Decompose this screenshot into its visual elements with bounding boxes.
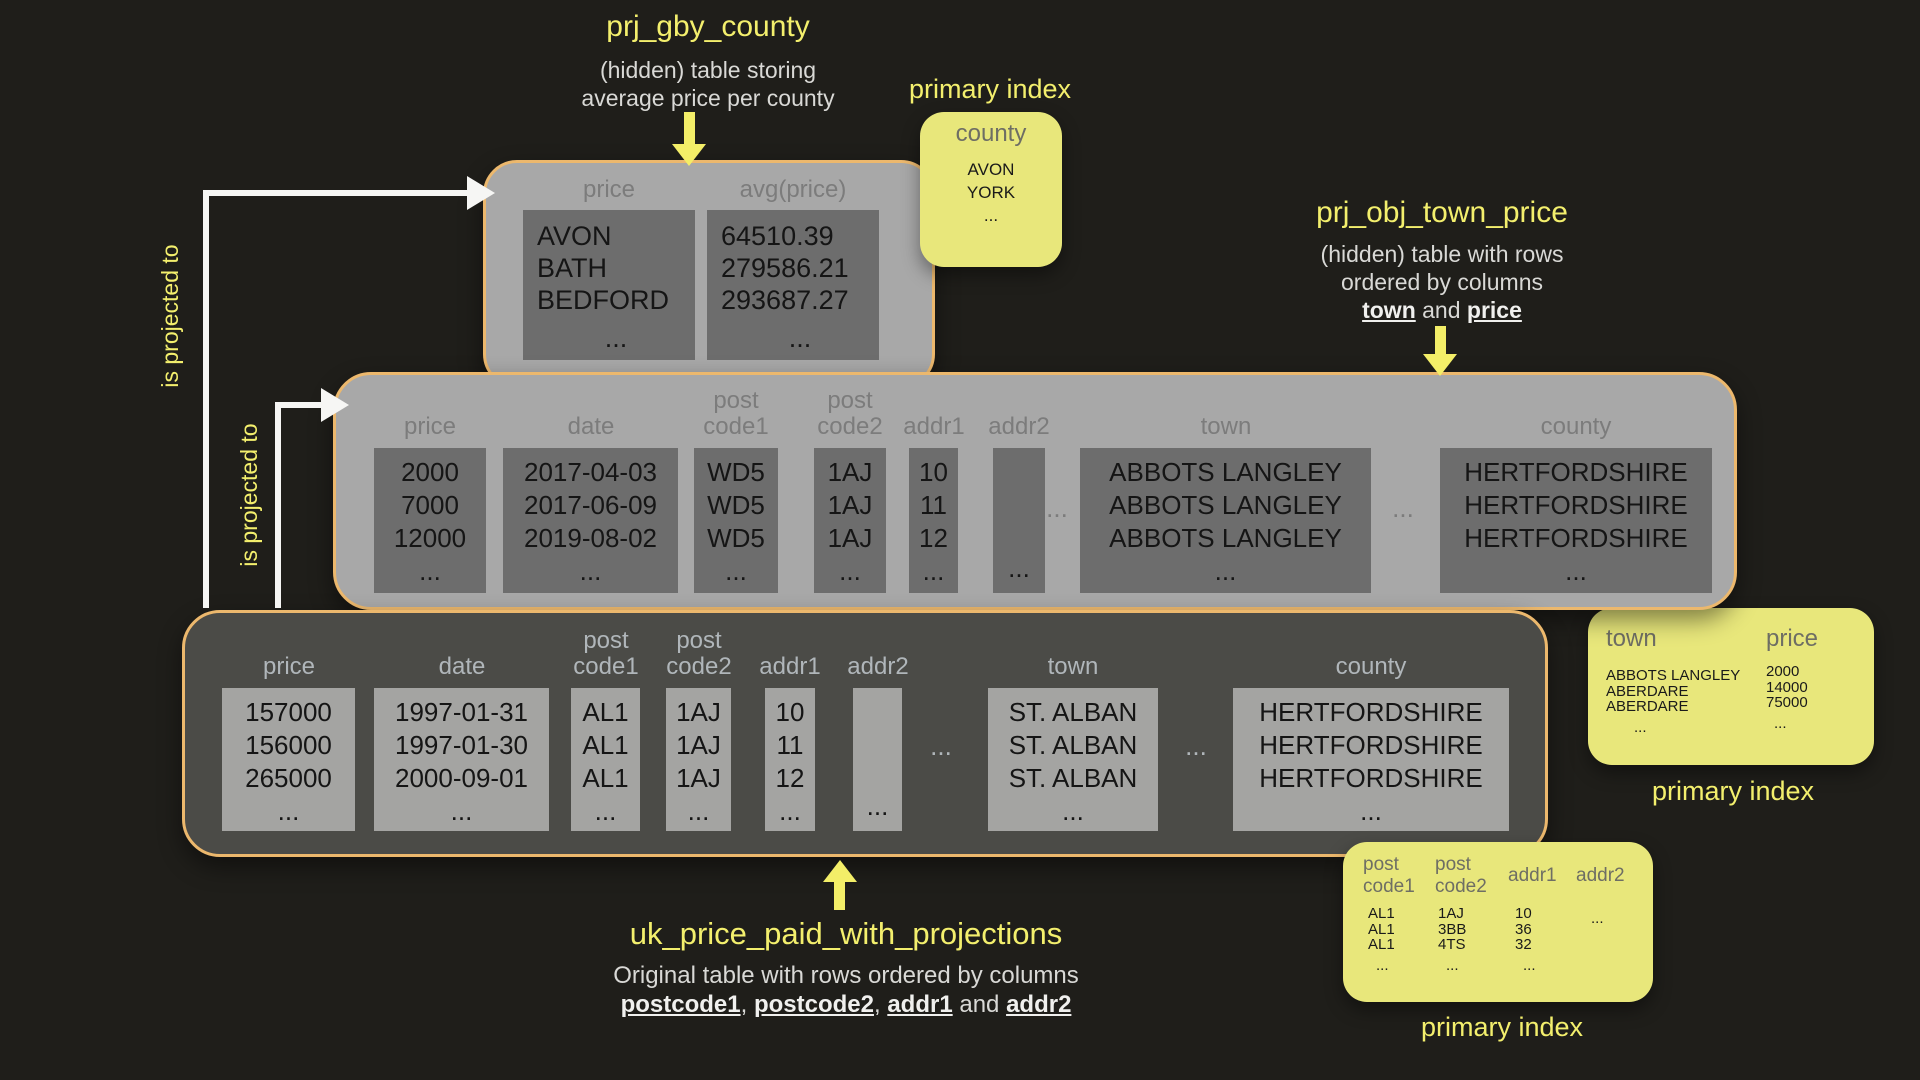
cell-value: 2000: [401, 457, 459, 487]
index-value: 32: [1515, 936, 1532, 953]
index-value: AL1: [1368, 936, 1395, 953]
cell-value: 12000: [393, 523, 467, 553]
header-line: price: [403, 413, 457, 440]
projection-arrow-gby-vertical: [203, 190, 209, 608]
header-line: addr1: [759, 653, 821, 680]
cell-value: 2000-09-01: [395, 763, 528, 793]
arrow-up-to-uk-table-head: [823, 860, 857, 882]
uk-header-county: [1291, 654, 1451, 680]
projection-arrow-gby-horizontal: [203, 190, 469, 196]
order-column-town: town: [1362, 297, 1416, 323]
arrow-up-to-uk-table: [834, 882, 845, 910]
index-value: ABBOTS LANGLEY: [1606, 667, 1741, 684]
uk-price-paid-table: [182, 610, 1548, 857]
cell-value: 12: [919, 523, 948, 553]
header-line: addr1: [1508, 865, 1557, 886]
header-line: price: [262, 653, 316, 680]
cell-ellipsis: ...: [725, 556, 747, 586]
cell-value: HERTFORDSHIRE: [1464, 523, 1688, 553]
cell-value: 1997-01-30: [395, 730, 528, 760]
index-ellipsis: ...: [983, 206, 999, 225]
index-value: AVON: [967, 160, 1015, 179]
gby-cell-avg-values: [707, 210, 879, 360]
index-ellipsis: ...: [1774, 714, 1787, 732]
header-line: addr1: [903, 413, 965, 440]
uk-price-paid-label-block: [496, 916, 1196, 1019]
header-line: post: [583, 627, 629, 654]
uk-cell-addr2: [853, 688, 902, 831]
gap-ellipsis: ...: [1185, 731, 1207, 761]
prj-gby-county-desc-line2: average price per county: [581, 85, 835, 111]
header-line: code1: [703, 413, 769, 440]
cell-value: 11: [920, 490, 947, 520]
cell-value: WD5: [707, 457, 765, 487]
cell-value: 10: [919, 457, 948, 487]
cell-value: WD5: [707, 523, 765, 553]
index-values-county: [920, 158, 1062, 227]
header-line: post: [827, 387, 873, 414]
projection-arrow-obj-head: [321, 388, 349, 422]
header-line: addr2: [988, 413, 1050, 440]
prj-obj-desc-line3: [1192, 296, 1692, 324]
index-header-postcode2: [1435, 854, 1487, 898]
gap-ellipsis: ...: [1392, 493, 1414, 523]
index-ellipsis: ...: [1591, 910, 1604, 927]
header-line: date: [438, 653, 486, 680]
cell-ellipsis: ...: [419, 556, 441, 586]
cell-ellipsis: ...: [922, 556, 945, 586]
cell-ellipsis: ...: [277, 796, 300, 826]
projection-arrow-obj-horizontal: [275, 402, 321, 408]
uk-cell-town: [988, 688, 1158, 831]
obj-header-date: [511, 414, 671, 440]
cell-value: ST. ALBAN: [1008, 697, 1138, 727]
prj-obj-desc-line2: ordered by columns: [1341, 269, 1543, 295]
index-header-county: county: [955, 120, 1027, 147]
header-line: post: [713, 387, 759, 414]
cell-value: 64510.39: [721, 221, 834, 251]
index-values-postcode1: [1368, 906, 1395, 973]
cell-value: 1AJ: [827, 523, 873, 553]
obj-cell-addr1: [909, 448, 958, 593]
gap-ellipsis: ...: [930, 731, 952, 761]
header-line: post: [1435, 854, 1471, 875]
primary-index-label-town-price: primary index: [1651, 776, 1815, 806]
uk-cell-date: [374, 688, 549, 831]
index-values-addr1: [1515, 906, 1536, 973]
header-line: county: [1540, 413, 1612, 440]
index-value: 10: [1515, 905, 1532, 922]
order-column-addr1: addr1: [887, 991, 953, 1018]
primary-index-box-county: [920, 112, 1062, 267]
arrow-down-to-gby-table: [684, 112, 695, 144]
index-value: ABERDARE: [1606, 682, 1689, 700]
obj-header-county: [1496, 414, 1656, 440]
cell-ellipsis: ...: [687, 796, 710, 826]
order-column-addr2: addr2: [1006, 991, 1072, 1018]
uk-header-date: [382, 654, 542, 680]
cell-value: AL1: [582, 763, 629, 793]
index-ellipsis: ...: [1446, 956, 1459, 974]
uk-header-price: [209, 654, 369, 680]
cell-value: 2017-06-09: [524, 490, 657, 520]
index-values-price: [1766, 664, 1808, 731]
cell-value: AL1: [582, 697, 629, 727]
cell-value: 1AJ: [827, 490, 873, 520]
prj-gby-county-label-block: [458, 10, 958, 112]
prj-obj-town-price-table: [333, 372, 1737, 610]
uk-cell-price: [222, 688, 355, 831]
cell-ellipsis: ...: [839, 556, 861, 586]
cell-value: HERTFORDSHIRE: [1464, 490, 1688, 520]
index-value: ABERDARE: [1606, 698, 1689, 715]
obj-cell-postcode2: [814, 448, 886, 593]
cell-value: 1AJ: [827, 457, 873, 487]
header-line: county: [1335, 653, 1407, 680]
index-ellipsis: ...: [1634, 718, 1647, 736]
projection-arrow-gby-head: [467, 176, 495, 210]
header-line: post: [676, 627, 722, 654]
uk-desc-line1: Original table with rows ordered by columns: [613, 962, 1079, 989]
index-value: 3BB: [1438, 920, 1467, 938]
uk-price-paid-title: uk_price_paid_with_projections: [629, 916, 1063, 951]
uk-header-town: [993, 654, 1153, 680]
cell-value: HERTFORDSHIRE: [1259, 697, 1483, 727]
cell-ellipsis: ...: [779, 796, 801, 826]
order-column-price: price: [1466, 297, 1522, 323]
gby-header-avg-price: [707, 177, 879, 203]
cell-value: BATH: [537, 253, 608, 283]
header-line: post: [1363, 854, 1399, 875]
obj-cell-county: [1440, 448, 1712, 593]
cell-ellipsis: ...: [1214, 556, 1237, 586]
cell-value: ABBOTS LANGLEY: [1109, 523, 1342, 553]
cell-value: ST. ALBAN: [1008, 763, 1138, 793]
index-value: YORK: [966, 183, 1016, 202]
index-header-town: town: [1606, 625, 1657, 652]
header-line: code2: [817, 413, 883, 440]
obj-cell-town: [1080, 448, 1371, 593]
arrow-down-to-obj-table: [1435, 326, 1446, 354]
header-line: code1: [1363, 876, 1415, 897]
cell-value: 7000: [401, 490, 459, 520]
cell-value: AVON: [537, 221, 612, 251]
cell-ellipsis: ...: [788, 323, 812, 353]
obj-header-town: [1146, 414, 1306, 440]
cell-value: 2019-08-02: [524, 523, 657, 553]
index-values-town: [1606, 668, 1740, 735]
prj-gby-county-desc-line1: (hidden) table storing: [599, 57, 817, 83]
is-projected-to-label-gby: is projected to: [157, 244, 183, 388]
header-line: code2: [1435, 876, 1487, 897]
header-line: avg(price): [739, 176, 847, 203]
index-ellipsis: ...: [1523, 956, 1536, 974]
order-separator: ,: [740, 991, 754, 1018]
cell-value: 12: [775, 763, 805, 793]
cell-ellipsis: ...: [450, 796, 473, 826]
cell-value: 10: [775, 697, 805, 727]
cell-value: 279586.21: [721, 253, 849, 283]
cell-value: 11: [776, 730, 804, 760]
index-value: 36: [1515, 920, 1532, 938]
prj-gby-county-table: [483, 160, 935, 388]
prj-gby-county-title: prj_gby_county: [606, 10, 810, 43]
index-value: 2000: [1766, 663, 1800, 680]
prj-obj-town-price-title: prj_obj_town_price: [1316, 196, 1568, 229]
header-line: price: [582, 176, 636, 203]
index-header-postcode1: [1363, 854, 1415, 898]
index-values-postcode2: [1438, 906, 1466, 973]
header-line: addr2: [847, 653, 909, 680]
cell-value: 156000: [245, 730, 332, 760]
cell-value: HERTFORDSHIRE: [1464, 457, 1688, 487]
uk-cell-postcode2: [666, 688, 731, 831]
cell-value: 1997-01-31: [395, 697, 528, 727]
index-value: 4TS: [1438, 936, 1466, 953]
obj-header-price: [350, 414, 510, 440]
header-line: code2: [666, 653, 732, 680]
index-value: 14000: [1766, 678, 1808, 696]
projection-arrow-obj-vertical: [275, 402, 281, 608]
index-value: AL1: [1368, 905, 1395, 922]
cell-value: ABBOTS LANGLEY: [1109, 457, 1342, 487]
cell-ellipsis: ...: [1360, 796, 1382, 826]
cell-ellipsis: ...: [594, 796, 617, 826]
arrow-down-to-obj-table-head: [1423, 354, 1457, 376]
obj-cell-date: [503, 448, 678, 593]
cell-value: 265000: [245, 763, 332, 793]
gby-header-price: [523, 177, 695, 203]
cell-value: AL1: [582, 730, 629, 760]
primary-index-box-town-price: [1588, 608, 1874, 765]
order-conjunction: and: [952, 991, 1007, 1018]
cell-value: HERTFORDSHIRE: [1259, 730, 1483, 760]
index-header-addr1: [1508, 865, 1557, 887]
cell-ellipsis: ...: [579, 556, 602, 586]
primary-index-box-postcodes: [1343, 842, 1653, 1002]
order-conjunction: and: [1415, 297, 1467, 323]
arrow-down-to-gby-table-head: [672, 144, 706, 166]
uk-desc-line2: [496, 990, 1196, 1019]
obj-cell-price: [374, 448, 486, 593]
index-header-price: price: [1766, 625, 1819, 652]
cell-value: 2017-04-03: [524, 457, 657, 487]
uk-header-addr2: [798, 654, 958, 680]
cell-value: 157000: [245, 697, 332, 727]
cell-value: 1AJ: [676, 763, 721, 793]
header-line: code1: [573, 653, 639, 680]
index-header-addr2: [1576, 865, 1625, 887]
uk-cell-county: [1233, 688, 1509, 831]
index-value: 75000: [1766, 694, 1808, 711]
prj-obj-town-price-label-block: [1192, 196, 1692, 324]
prj-obj-desc-line1: (hidden) table with rows: [1320, 241, 1564, 267]
header-line: town: [1047, 653, 1099, 680]
cell-ellipsis: ...: [604, 323, 628, 353]
is-projected-to-label-obj: is projected to: [236, 423, 262, 567]
order-column-postcode1: postcode1: [620, 991, 741, 1018]
gby-cell-county-names: [523, 210, 695, 360]
cell-ellipsis: ...: [866, 791, 889, 821]
primary-index-label-postcodes: primary index: [1420, 1012, 1584, 1042]
header-line: date: [567, 413, 615, 440]
order-separator: ,: [873, 991, 888, 1018]
cell-ellipsis: ...: [1062, 796, 1084, 826]
primary-index-label-county: primary index: [908, 74, 1072, 104]
cell-value: 293687.27: [721, 285, 849, 315]
obj-cell-postcode1: [694, 448, 778, 593]
gap-ellipsis: ...: [1046, 493, 1068, 523]
header-line: town: [1200, 413, 1252, 440]
cell-ellipsis: ...: [1008, 553, 1030, 583]
index-values-addr2: [1583, 906, 1604, 927]
cell-value: HERTFORDSHIRE: [1259, 763, 1483, 793]
header-line: addr2: [1576, 865, 1625, 886]
order-column-postcode2: postcode2: [753, 991, 874, 1018]
index-value: 1AJ: [1438, 905, 1464, 922]
uk-cell-postcode1: [571, 688, 640, 831]
index-ellipsis: ...: [1376, 956, 1389, 974]
cell-ellipsis: ...: [1565, 556, 1587, 586]
uk-cell-addr1: [765, 688, 815, 831]
index-value: AL1: [1368, 920, 1395, 938]
cell-value: 1AJ: [676, 730, 721, 760]
cell-value: WD5: [707, 490, 765, 520]
cell-value: ABBOTS LANGLEY: [1109, 490, 1342, 520]
cell-value: 1AJ: [676, 697, 721, 727]
cell-value: ST. ALBAN: [1008, 730, 1138, 760]
cell-value: BEDFORD: [537, 285, 670, 315]
obj-header-addr2: [939, 414, 1099, 440]
